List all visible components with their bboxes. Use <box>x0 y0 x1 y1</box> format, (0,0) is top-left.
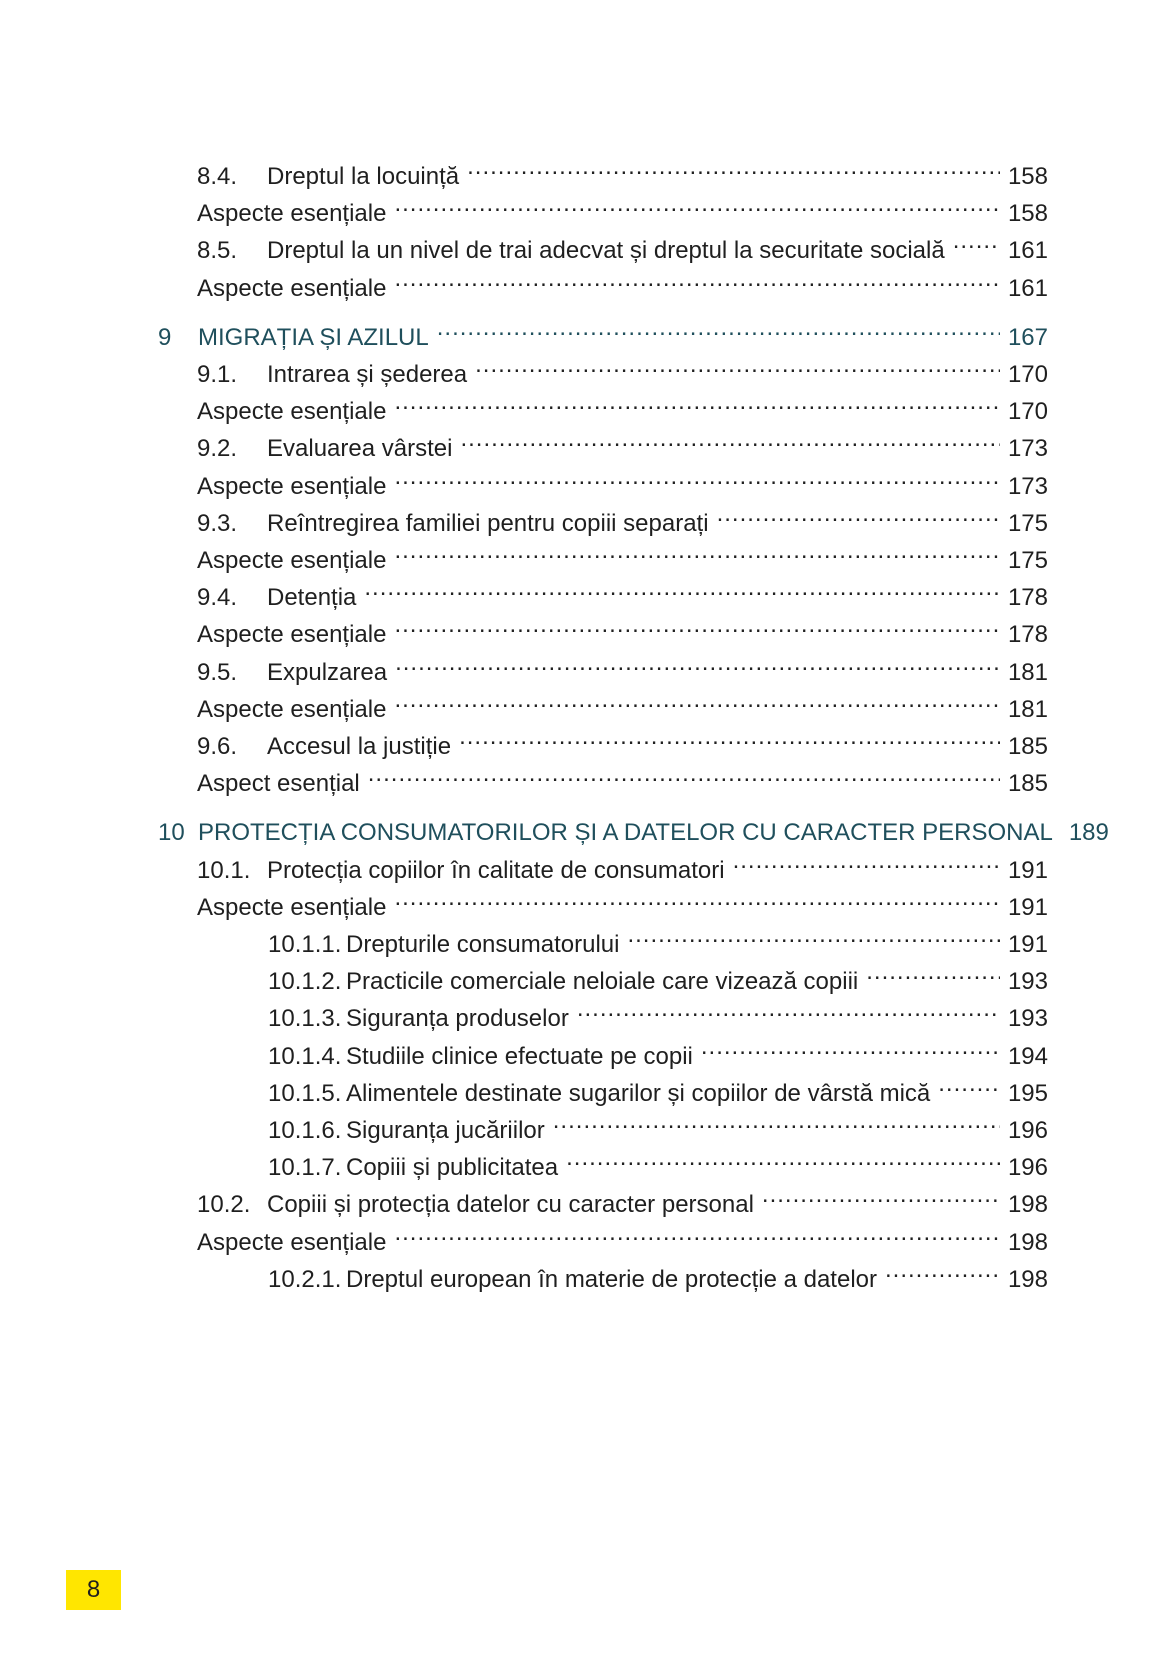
dot-leader <box>577 992 1000 1026</box>
toc-entry[interactable] <box>197 720 1048 760</box>
toc-entry-page: 161 <box>1007 274 1048 302</box>
toc-entry-title: Expulzarea <box>267 658 388 686</box>
dot-leader <box>394 262 999 296</box>
dot-leader <box>395 646 1000 680</box>
toc-entry-title: Accesul la justiție <box>267 733 452 760</box>
toc-entry[interactable] <box>268 1253 1048 1293</box>
dot-leader <box>733 844 1000 878</box>
page-number: 8 <box>66 1570 121 1610</box>
toc-entry-page: 198 <box>1007 1228 1048 1256</box>
toc-entry-title: Aspecte esențiale <box>197 893 387 921</box>
toc-entry-title: Protecția copiilor în calitate de consumatori <box>267 856 725 884</box>
dot-leader <box>866 955 1000 989</box>
dot-leader <box>627 918 999 952</box>
toc-entry-title: Aspecte esențiale <box>197 695 387 723</box>
toc-entry-number: 10.1.1. <box>268 931 342 958</box>
toc-entry-title: Dreptul la un nivel de trai adecvat și dreptul la securitate socială <box>267 237 945 265</box>
toc-entry-number: 9.5. <box>197 658 238 686</box>
toc-entry[interactable] <box>197 1216 1048 1256</box>
toc-entry-page: 178 <box>1007 621 1048 649</box>
toc-entry-number: 9.4. <box>197 584 238 612</box>
toc-entry[interactable] <box>197 224 1048 265</box>
dot-leader <box>762 1178 1000 1212</box>
toc-entry[interactable] <box>197 262 1048 302</box>
toc-entry-title: Copiii și protecția datelor cu caracter personal <box>267 1191 754 1219</box>
toc-entry[interactable] <box>197 844 1048 884</box>
toc-entry-title: Drepturile consumatorului <box>346 931 620 958</box>
toc-entry-page: 195 <box>1007 1079 1048 1107</box>
dot-leader <box>394 187 999 221</box>
toc-entry-number: 9.3. <box>197 509 238 537</box>
toc-entry-page: 185 <box>1007 733 1048 760</box>
toc-entry[interactable] <box>197 422 1048 463</box>
dot-leader <box>717 497 1000 531</box>
toc-entry[interactable] <box>197 460 1048 500</box>
toc-entry-page: 198 <box>1007 1191 1048 1219</box>
toc-entry[interactable] <box>268 992 1048 1033</box>
toc-entry[interactable] <box>197 1178 1048 1219</box>
toc-entry-number: 9.2. <box>197 435 238 463</box>
toc-entry-title: Aspecte esențiale <box>197 547 387 574</box>
toc-entry[interactable] <box>197 571 1048 612</box>
toc-entry-number: 10.1.2. <box>268 968 342 996</box>
toc-entry-page: 194 <box>1007 1042 1048 1070</box>
dot-leader <box>566 1141 1000 1175</box>
toc-entry[interactable] <box>197 608 1048 649</box>
dot-leader <box>885 1253 1000 1287</box>
dot-leader <box>701 1030 1000 1064</box>
toc-entry-page: 175 <box>1007 509 1048 537</box>
toc-entry-title: Dreptul la locuință <box>267 163 460 190</box>
toc-entry-number: 9 <box>158 323 172 351</box>
toc-entry-number: 9.1. <box>197 361 238 388</box>
toc-entry[interactable] <box>268 918 1048 958</box>
toc-entry[interactable] <box>197 187 1048 228</box>
toc-entry-page: 178 <box>1007 584 1048 612</box>
toc-entry[interactable] <box>268 1067 1048 1107</box>
toc-entry-title: Aspecte esențiale <box>197 200 387 228</box>
toc-entry-number: 10.2. <box>197 1191 251 1219</box>
toc-entry[interactable] <box>158 806 1109 847</box>
toc-entry[interactable] <box>197 150 1048 190</box>
toc-entry-title: Aspecte esențiale <box>197 274 387 302</box>
toc-entry-title: Practicile comerciale neloiale care vizează copiii <box>346 968 859 996</box>
toc-entry-number: 9.6. <box>197 733 238 760</box>
toc-entry-title: Aspecte esențiale <box>197 398 387 426</box>
dot-leader <box>394 608 999 642</box>
toc-entry-page: 173 <box>1007 435 1048 463</box>
toc-entry-title: Aspecte esențiale <box>197 1228 387 1256</box>
toc-entry[interactable] <box>197 757 1048 798</box>
toc-entry[interactable] <box>268 1104 1048 1144</box>
toc-entry-page: 193 <box>1007 1005 1048 1033</box>
toc-entry-page: 158 <box>1007 163 1048 190</box>
toc-entry-page: 175 <box>1007 547 1048 574</box>
toc-entry[interactable] <box>197 683 1048 723</box>
toc-entry-page: 189 <box>1068 819 1109 847</box>
toc-entry-number: 10 <box>158 819 185 847</box>
toc-entry-title: Intrarea și șederea <box>267 361 468 388</box>
toc-entry[interactable] <box>197 348 1048 388</box>
toc-entry-number: 10.2.1. <box>268 1265 342 1293</box>
toc-entry-number: 10.1.4. <box>268 1042 342 1070</box>
toc-entry-number: 8.5. <box>197 237 238 265</box>
toc-entry[interactable] <box>197 385 1048 426</box>
toc-entry-page: 181 <box>1007 658 1048 686</box>
toc-entry-page: 191 <box>1007 856 1048 884</box>
toc-entry-title: PROTECȚIA CONSUMATORILOR ȘI A DATELOR CU CARACTER PERSONAL <box>198 819 1053 847</box>
dot-leader <box>394 385 999 419</box>
dot-leader <box>459 720 1000 754</box>
toc-entry-title: Alimentele destinate sugarilor și copiilor de vârstă mică <box>346 1079 931 1107</box>
toc-entry-page: 191 <box>1007 893 1048 921</box>
toc-entry-page: 193 <box>1007 968 1048 996</box>
toc-entry-page: 167 <box>1007 323 1048 351</box>
toc-entry-page: 196 <box>1007 1117 1048 1144</box>
toc-entry-number: 10.1. <box>197 856 251 884</box>
dot-leader <box>394 1216 999 1250</box>
dot-leader <box>938 1067 1000 1101</box>
toc-entry-title: Aspecte esențiale <box>197 621 387 649</box>
toc-entry-title: Evaluarea vârstei <box>267 435 453 463</box>
dot-leader <box>394 534 999 568</box>
toc-entry-number: 8.4. <box>197 163 238 190</box>
dot-leader <box>553 1104 1000 1138</box>
dot-leader <box>394 683 999 717</box>
toc-entry-page: 173 <box>1007 472 1048 500</box>
toc-entry-title: Dreptul european în materie de protecție a datelor <box>346 1265 877 1293</box>
toc-entry-page: 161 <box>1007 237 1048 265</box>
toc-entry[interactable] <box>197 497 1048 537</box>
toc-entry-page: 170 <box>1007 398 1048 426</box>
toc-entry-number: 10.1.6. <box>268 1117 342 1144</box>
toc-entry-title: Aspecte esențiale <box>197 472 387 500</box>
dot-leader <box>394 460 999 494</box>
toc-entry[interactable] <box>197 534 1048 574</box>
toc-entry-page: 196 <box>1007 1154 1048 1182</box>
dot-leader <box>475 348 1000 382</box>
toc-entry-title: Reîntregirea familiei pentru copiii separați <box>267 509 709 537</box>
dot-leader <box>467 150 1000 184</box>
toc-entry-title: MIGRAȚIA ȘI AZILUL <box>198 323 429 351</box>
toc-entry-number: 10.1.7. <box>268 1154 342 1182</box>
toc-entry[interactable] <box>197 881 1048 921</box>
toc-entry-title: Studiile clinice efectuate pe copii <box>346 1042 693 1070</box>
dot-leader <box>368 757 1000 791</box>
toc-entry-page: 185 <box>1007 770 1048 798</box>
toc-entry-page: 181 <box>1007 695 1048 723</box>
toc-entry[interactable] <box>268 1030 1048 1070</box>
toc-entry-title: Siguranța produselor <box>346 1005 569 1033</box>
toc-entry-title: Copiii și publicitatea <box>346 1154 559 1182</box>
dot-leader <box>394 881 999 915</box>
dot-leader <box>437 311 1000 345</box>
toc-entry[interactable] <box>268 1141 1048 1182</box>
toc-entry-number: 10.1.3. <box>268 1005 342 1033</box>
toc-entry[interactable] <box>158 311 1048 351</box>
toc-entry[interactable] <box>197 646 1048 686</box>
toc-entry-page: 170 <box>1007 361 1048 388</box>
toc-entry-title: Siguranța jucăriilor <box>346 1117 545 1144</box>
toc-entry-page: 198 <box>1007 1265 1048 1293</box>
toc-entry[interactable] <box>268 955 1048 996</box>
dot-leader <box>953 224 1000 258</box>
toc-entry-title: Detenția <box>267 584 357 612</box>
toc-entry-title: Aspect esențial <box>197 770 360 798</box>
dot-leader <box>364 571 1000 605</box>
toc-entry-number: 10.1.5. <box>268 1079 342 1107</box>
dot-leader <box>460 422 1000 456</box>
toc-entry-page: 191 <box>1007 931 1048 958</box>
toc-entry-page: 158 <box>1007 200 1048 228</box>
